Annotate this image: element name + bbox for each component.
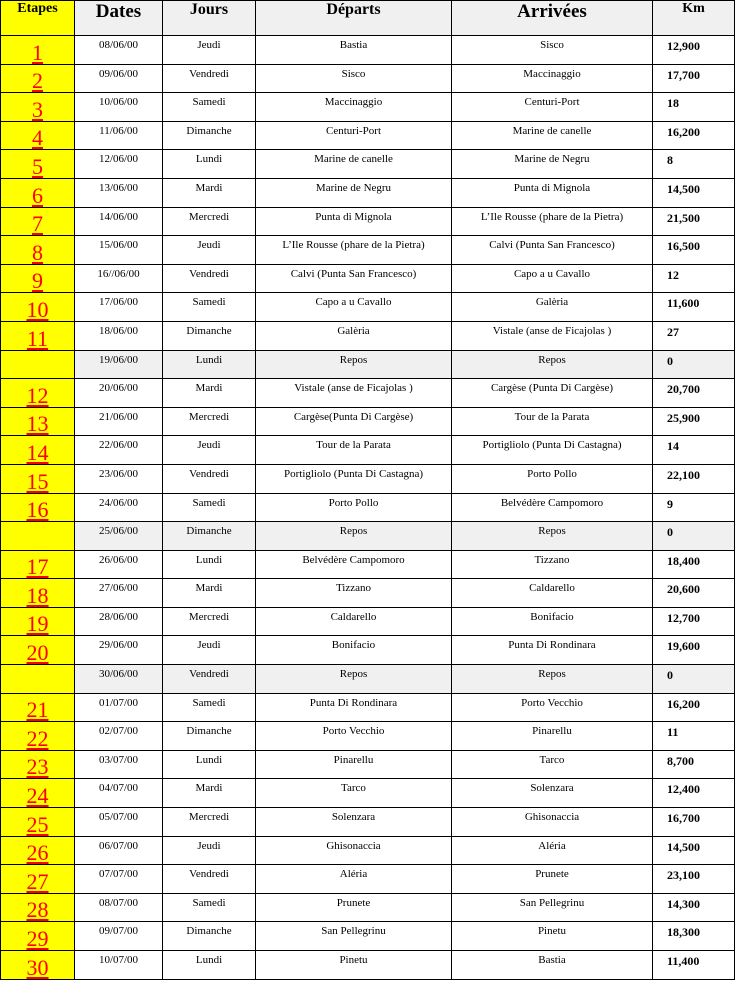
- jour-cell: Mercredi: [163, 607, 256, 636]
- km-cell: 12: [653, 264, 735, 293]
- km-cell: 18,300: [653, 922, 735, 951]
- table-row: [1, 321, 735, 350]
- table-row: [1, 264, 735, 293]
- etape-cell: [1, 264, 75, 293]
- table-row: [1, 207, 735, 236]
- date-cell: 13/06/00: [75, 178, 163, 207]
- etape-link[interactable]: 3: [32, 96, 43, 122]
- arrivee-cell: Tizzano: [452, 550, 653, 579]
- depart-cell: Tarco: [256, 779, 452, 808]
- km-cell: 22,100: [653, 464, 735, 493]
- jour-cell: Mercredi: [163, 808, 256, 837]
- arrivee-cell: Sisco: [452, 36, 653, 65]
- depart-cell: Porto Pollo: [256, 493, 452, 522]
- arrivee-cell: Capo a u Cavallo: [452, 264, 653, 293]
- depart-cell: L’Ile Rousse (phare de la Pietra): [256, 236, 452, 265]
- etape-cell: [1, 836, 75, 865]
- depart-cell: Repos: [256, 350, 452, 379]
- etape-link[interactable]: 18: [26, 582, 49, 608]
- jour-cell: Lundi: [163, 750, 256, 779]
- etape-cell: [1, 407, 75, 436]
- etape-link[interactable]: 6: [32, 182, 43, 208]
- etape-link[interactable]: 27: [26, 868, 49, 894]
- etape-cell: [1, 150, 75, 179]
- table-row: [1, 379, 735, 408]
- arrivee-cell: Marine de canelle: [452, 121, 653, 150]
- etape-link[interactable]: 24: [26, 783, 49, 808]
- depart-cell: Portigliolo (Punta Di Castagna): [256, 464, 452, 493]
- arrivee-cell: Galèria: [452, 293, 653, 322]
- etape-link[interactable]: 8: [32, 239, 43, 265]
- km-cell: 18,400: [653, 550, 735, 579]
- km-cell: 20,600: [653, 579, 735, 608]
- table-row: [1, 836, 735, 865]
- etape-cell: [1, 607, 75, 636]
- arrivee-cell: Vistale (anse de Ficajolas ): [452, 321, 653, 350]
- depart-cell: Maccinaggio: [256, 93, 452, 122]
- depart-cell: Punta Di Rondinara: [256, 693, 452, 722]
- etape-link[interactable]: 26: [26, 840, 49, 865]
- table-row: [1, 293, 735, 322]
- date-cell: 10/06/00: [75, 93, 163, 122]
- date-cell: 09/06/00: [75, 64, 163, 93]
- etape-link[interactable]: 9: [32, 268, 43, 293]
- etape-link[interactable]: 25: [26, 811, 49, 837]
- jour-cell: Samedi: [163, 493, 256, 522]
- depart-cell: Cargèse(Punta Di Cargèse): [256, 407, 452, 436]
- km-cell: 16,700: [653, 808, 735, 837]
- etape-link[interactable]: 7: [32, 211, 43, 236]
- header-departs: Départs: [256, 1, 452, 36]
- depart-cell: Capo a u Cavallo: [256, 293, 452, 322]
- etape-cell: [1, 550, 75, 579]
- etape-link[interactable]: 19: [26, 611, 49, 636]
- jour-cell: Dimanche: [163, 321, 256, 350]
- km-cell: 14: [653, 436, 735, 465]
- etape-link[interactable]: 11: [26, 325, 49, 351]
- depart-cell: Repos: [256, 522, 452, 551]
- etape-cell: [1, 579, 75, 608]
- etape-link[interactable]: 13: [26, 411, 49, 436]
- etape-link[interactable]: 2: [32, 68, 43, 93]
- table-row: [1, 893, 735, 922]
- jour-cell: Vendredi: [163, 665, 256, 694]
- arrivee-cell: Ghisonaccia: [452, 808, 653, 837]
- arrivee-cell: Tarco: [452, 750, 653, 779]
- km-cell: 11: [653, 722, 735, 751]
- table-row: [1, 36, 735, 65]
- arrivee-cell: Repos: [452, 350, 653, 379]
- jour-cell: Mardi: [163, 379, 256, 408]
- km-cell: 14,500: [653, 178, 735, 207]
- km-cell: 20,700: [653, 379, 735, 408]
- table-row: [1, 865, 735, 894]
- etape-cell: [1, 865, 75, 894]
- etape-cell: [1, 522, 75, 551]
- jour-cell: Vendredi: [163, 264, 256, 293]
- km-cell: 19,600: [653, 636, 735, 665]
- etape-link[interactable]: 10: [26, 296, 49, 322]
- depart-cell: Centuri-Port: [256, 121, 452, 150]
- date-cell: 05/07/00: [75, 808, 163, 837]
- table-row: [1, 436, 735, 465]
- km-cell: 23,100: [653, 865, 735, 894]
- depart-cell: Marine de canelle: [256, 150, 452, 179]
- etape-link[interactable]: 12: [26, 382, 49, 408]
- table-row: [1, 64, 735, 93]
- header-etapes: Etapes: [1, 1, 75, 36]
- arrivee-cell: Porto Vecchio: [452, 693, 653, 722]
- depart-cell: Repos: [256, 665, 452, 694]
- date-cell: 04/07/00: [75, 779, 163, 808]
- km-cell: 11,400: [653, 951, 735, 980]
- km-cell: 12,900: [653, 36, 735, 65]
- etape-cell: [1, 464, 75, 493]
- depart-cell: Sisco: [256, 64, 452, 93]
- jour-cell: Vendredi: [163, 464, 256, 493]
- depart-cell: Galèria: [256, 321, 452, 350]
- date-cell: 23/06/00: [75, 464, 163, 493]
- km-cell: 0: [653, 522, 735, 551]
- arrivee-cell: San Pellegrinu: [452, 893, 653, 922]
- etape-cell: [1, 893, 75, 922]
- date-cell: 16//06/00: [75, 264, 163, 293]
- table-row: [1, 808, 735, 837]
- arrivee-cell: Calvi (Punta San Francesco): [452, 236, 653, 265]
- depart-cell: Bastia: [256, 36, 452, 65]
- jour-cell: Vendredi: [163, 64, 256, 93]
- date-cell: 03/07/00: [75, 750, 163, 779]
- depart-cell: Pinetu: [256, 951, 452, 980]
- etape-cell: [1, 808, 75, 837]
- etape-cell: [1, 693, 75, 722]
- etape-cell: [1, 93, 75, 122]
- etape-cell: [1, 951, 75, 980]
- date-cell: 19/06/00: [75, 350, 163, 379]
- etape-link[interactable]: 1: [32, 39, 43, 65]
- jour-cell: Mercredi: [163, 407, 256, 436]
- etape-link[interactable]: 30: [26, 954, 49, 980]
- etape-link[interactable]: 20: [26, 640, 49, 665]
- etape-cell: [1, 493, 75, 522]
- km-cell: 0: [653, 665, 735, 694]
- km-cell: 16,200: [653, 121, 735, 150]
- arrivee-cell: Belvédère Campomoro: [452, 493, 653, 522]
- arrivee-cell: Punta Di Rondinara: [452, 636, 653, 665]
- jour-cell: Dimanche: [163, 722, 256, 751]
- date-cell: 14/06/00: [75, 207, 163, 236]
- etape-cell: [1, 722, 75, 751]
- depart-cell: Marine de Negru: [256, 178, 452, 207]
- table-row: [1, 693, 735, 722]
- depart-cell: Ghisonaccia: [256, 836, 452, 865]
- arrivee-cell: Pinarellu: [452, 722, 653, 751]
- jour-cell: Samedi: [163, 893, 256, 922]
- etape-link[interactable]: 16: [26, 497, 49, 522]
- km-cell: 21,500: [653, 207, 735, 236]
- arrivee-cell: Porto Pollo: [452, 464, 653, 493]
- km-cell: 14,300: [653, 893, 735, 922]
- jour-cell: Dimanche: [163, 522, 256, 551]
- date-cell: 11/06/00: [75, 121, 163, 150]
- date-cell: 12/06/00: [75, 150, 163, 179]
- km-cell: 9: [653, 493, 735, 522]
- etape-link[interactable]: 15: [26, 468, 49, 493]
- km-cell: 0: [653, 350, 735, 379]
- date-cell: 06/07/00: [75, 836, 163, 865]
- km-cell: 16,500: [653, 236, 735, 265]
- depart-cell: Tour de la Parata: [256, 436, 452, 465]
- header-dates: Dates: [75, 1, 163, 36]
- jour-cell: Lundi: [163, 550, 256, 579]
- km-cell: 17,700: [653, 64, 735, 93]
- etape-cell: [1, 750, 75, 779]
- jour-cell: Dimanche: [163, 922, 256, 951]
- etape-cell: [1, 779, 75, 808]
- jour-cell: Mercredi: [163, 207, 256, 236]
- date-cell: 20/06/00: [75, 379, 163, 408]
- depart-cell: Tizzano: [256, 579, 452, 608]
- table-row: [1, 493, 735, 522]
- arrivee-cell: Maccinaggio: [452, 64, 653, 93]
- etape-cell: [1, 207, 75, 236]
- jour-cell: Lundi: [163, 951, 256, 980]
- etape-link[interactable]: 14: [26, 439, 49, 465]
- etape-cell: [1, 293, 75, 322]
- date-cell: 07/07/00: [75, 865, 163, 894]
- table-row: [1, 464, 735, 493]
- depart-cell: Pinarellu: [256, 750, 452, 779]
- etape-cell: [1, 636, 75, 665]
- table-row-repos: [1, 350, 735, 379]
- km-cell: 12,700: [653, 607, 735, 636]
- table-row: [1, 607, 735, 636]
- arrivee-cell: Aléria: [452, 836, 653, 865]
- jour-cell: Lundi: [163, 150, 256, 179]
- date-cell: 09/07/00: [75, 922, 163, 951]
- jour-cell: Mardi: [163, 779, 256, 808]
- km-cell: 16,200: [653, 693, 735, 722]
- etape-cell: [1, 922, 75, 951]
- table-row: [1, 951, 735, 980]
- depart-cell: Calvi (Punta San Francesco): [256, 264, 452, 293]
- jour-cell: Samedi: [163, 693, 256, 722]
- jour-cell: Samedi: [163, 93, 256, 122]
- etape-cell: [1, 236, 75, 265]
- etape-cell: [1, 321, 75, 350]
- km-cell: 18: [653, 93, 735, 122]
- arrivee-cell: Tour de la Parata: [452, 407, 653, 436]
- arrivee-cell: Centuri-Port: [452, 93, 653, 122]
- date-cell: 25/06/00: [75, 522, 163, 551]
- table-row-repos: [1, 522, 735, 551]
- table-row: [1, 550, 735, 579]
- km-cell: 25,900: [653, 407, 735, 436]
- arrivee-cell: Solenzara: [452, 779, 653, 808]
- arrivee-cell: Bonifacio: [452, 607, 653, 636]
- arrivee-cell: Cargèse (Punta Di Cargèse): [452, 379, 653, 408]
- date-cell: 22/06/00: [75, 436, 163, 465]
- table-body: [1, 36, 735, 980]
- depart-cell: Bonifacio: [256, 636, 452, 665]
- date-cell: 29/06/00: [75, 636, 163, 665]
- date-cell: 27/06/00: [75, 579, 163, 608]
- etape-cell: [1, 178, 75, 207]
- arrivee-cell: Repos: [452, 522, 653, 551]
- jour-cell: Samedi: [163, 293, 256, 322]
- depart-cell: Vistale (anse de Ficajolas ): [256, 379, 452, 408]
- jour-cell: Mardi: [163, 579, 256, 608]
- etape-cell: [1, 350, 75, 379]
- date-cell: 17/06/00: [75, 293, 163, 322]
- arrivee-cell: L’Ile Rousse (phare de la Pietra): [452, 207, 653, 236]
- arrivee-cell: Portigliolo (Punta Di Castagna): [452, 436, 653, 465]
- table-row: [1, 636, 735, 665]
- date-cell: 10/07/00: [75, 951, 163, 980]
- km-cell: 12,400: [653, 779, 735, 808]
- table-row: [1, 407, 735, 436]
- depart-cell: Caldarello: [256, 607, 452, 636]
- jour-cell: Jeudi: [163, 636, 256, 665]
- date-cell: 01/07/00: [75, 693, 163, 722]
- date-cell: 02/07/00: [75, 722, 163, 751]
- arrivee-cell: Prunete: [452, 865, 653, 894]
- depart-cell: Aléria: [256, 865, 452, 894]
- etape-link[interactable]: 21: [26, 697, 49, 722]
- table-row: [1, 779, 735, 808]
- table-row: [1, 150, 735, 179]
- table-row: [1, 579, 735, 608]
- arrivee-cell: Punta di Mignola: [452, 178, 653, 207]
- jour-cell: Jeudi: [163, 436, 256, 465]
- km-cell: 11,600: [653, 293, 735, 322]
- jour-cell: Mardi: [163, 178, 256, 207]
- arrivee-cell: Bastia: [452, 951, 653, 980]
- date-cell: 24/06/00: [75, 493, 163, 522]
- table-row: [1, 922, 735, 951]
- jour-cell: Jeudi: [163, 836, 256, 865]
- date-cell: 08/07/00: [75, 893, 163, 922]
- etape-link[interactable]: 28: [26, 897, 49, 922]
- km-cell: 27: [653, 321, 735, 350]
- jour-cell: Vendredi: [163, 865, 256, 894]
- km-cell: 8,700: [653, 750, 735, 779]
- etape-cell: [1, 64, 75, 93]
- date-cell: 30/06/00: [75, 665, 163, 694]
- etape-link[interactable]: 17: [26, 554, 49, 579]
- arrivee-cell: Marine de Negru: [452, 150, 653, 179]
- depart-cell: Porto Vecchio: [256, 722, 452, 751]
- etape-cell: [1, 36, 75, 65]
- etape-link[interactable]: 5: [32, 153, 43, 179]
- arrivee-cell: Pinetu: [452, 922, 653, 951]
- depart-cell: Prunete: [256, 893, 452, 922]
- arrivee-cell: Repos: [452, 665, 653, 694]
- depart-cell: Belvédère Campomoro: [256, 550, 452, 579]
- etape-link[interactable]: 4: [32, 125, 43, 150]
- date-cell: 15/06/00: [75, 236, 163, 265]
- date-cell: 18/06/00: [75, 321, 163, 350]
- depart-cell: Punta di Mignola: [256, 207, 452, 236]
- etape-link[interactable]: 23: [26, 754, 49, 779]
- date-cell: 08/06/00: [75, 36, 163, 65]
- table-row: [1, 121, 735, 150]
- depart-cell: Solenzara: [256, 808, 452, 837]
- jour-cell: Lundi: [163, 350, 256, 379]
- etape-cell: [1, 121, 75, 150]
- jour-cell: Jeudi: [163, 36, 256, 65]
- arrivee-cell: Caldarello: [452, 579, 653, 608]
- header-arrivees: Arrivées: [452, 1, 653, 36]
- table-row-repos: [1, 665, 735, 694]
- header-km: Km: [653, 1, 735, 36]
- table-row: [1, 722, 735, 751]
- table-row: [1, 93, 735, 122]
- km-cell: 14,500: [653, 836, 735, 865]
- depart-cell: San Pellegrinu: [256, 922, 452, 951]
- jour-cell: Dimanche: [163, 121, 256, 150]
- header-jours: Jours: [163, 1, 256, 36]
- table-header-row: [1, 1, 735, 36]
- table-row: [1, 750, 735, 779]
- jour-cell: Jeudi: [163, 236, 256, 265]
- date-cell: 28/06/00: [75, 607, 163, 636]
- table-row: [1, 236, 735, 265]
- date-cell: 21/06/00: [75, 407, 163, 436]
- etape-link[interactable]: 22: [26, 725, 49, 751]
- date-cell: 26/06/00: [75, 550, 163, 579]
- etape-link[interactable]: 29: [26, 926, 49, 951]
- etape-cell: [1, 665, 75, 694]
- table-row: [1, 178, 735, 207]
- km-cell: 8: [653, 150, 735, 179]
- etape-cell: [1, 436, 75, 465]
- etape-cell: [1, 379, 75, 408]
